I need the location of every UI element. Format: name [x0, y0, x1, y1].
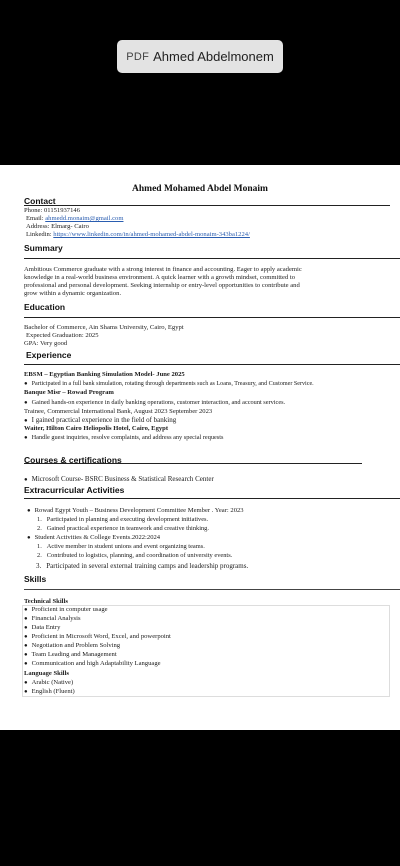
- extracurricular-student-item: 3. Participated in several external training camps and leadership programs.: [36, 562, 249, 570]
- technical-skill-item: ● Data Entry: [24, 624, 61, 631]
- language-skills-heading: Language Skills: [24, 670, 69, 677]
- technical-skill-item: ● Communication and high Adaptability Language: [24, 660, 161, 667]
- skills-heading: Skills: [24, 574, 47, 584]
- experience-cib-bullet: ● I gained practical experience in the field of banking: [24, 416, 177, 424]
- courses-divider: [24, 463, 362, 464]
- summary-line: professional and personal development. Seeking internship or entry-level opportunities to contribute and: [24, 282, 300, 289]
- contact-linkedin-link[interactable]: https://www.linkedin.com/in/ahmed-mohamed-abdel-monaim-343ba1224/: [53, 231, 250, 238]
- contact-email-label: Email:: [26, 215, 44, 222]
- education-heading: Education: [24, 302, 66, 312]
- technical-skill-item: ● Proficient in computer usage: [24, 606, 108, 613]
- education-graduation: Expected Graduation: 2025: [26, 332, 99, 339]
- resume-page: [0, 165, 400, 730]
- education-divider: [24, 317, 400, 318]
- technical-skill-item: ● Negotiation and Problem Solving: [24, 642, 121, 649]
- extracurricular-heading: Extracurricular Activities: [24, 485, 125, 495]
- extracurricular-divider: [24, 498, 400, 499]
- pdf-badge: PDF: [126, 50, 150, 63]
- experience-ebsm-title: EBSM – Egyptian Banking Simulation Model- June 2025: [24, 371, 185, 378]
- summary-heading: Summary: [24, 243, 63, 253]
- summary-line: grow within a dynamic organization.: [24, 290, 122, 297]
- courses-item: ● Microsoft Course- BSRC Business & Statistical Research Center: [24, 475, 214, 483]
- resume-name: Ahmed Mohamed Abdel Monaim: [132, 184, 268, 194]
- document-title-chip[interactable]: [117, 40, 283, 73]
- extracurricular-rowad: ● Rowad Egypt Youth – Business Development Committee Member . Year: 2023: [27, 507, 244, 514]
- experience-misr-bullet: ● Gained hands-on experience in daily banking operations, customer interaction, and account services.: [24, 399, 286, 406]
- experience-misr-title: Banque Misr – Rowad Program: [24, 389, 114, 396]
- experience-hilton-title: Waiter, Hilton Cairo Heliopolis Hotel, Cairo, Egypt: [24, 425, 169, 432]
- contact-divider: [24, 205, 390, 206]
- experience-heading: Experience: [26, 350, 72, 360]
- extracurricular-student-item: 1. Active member in student unions and event organizing teams.: [37, 543, 205, 550]
- contact-linkedin-label: Linkedin:: [26, 231, 52, 238]
- experience-hilton-bullet: ● Handle guest inquiries, resolve complaints, and address any special requests: [24, 434, 224, 441]
- experience-cib-line: Trainee, Commercial International Bank, August 2023 September 2023: [24, 408, 213, 415]
- extracurricular-rowad-item: 1. Participated in planning and executing development initiatives.: [37, 516, 209, 523]
- skills-divider: [24, 589, 400, 590]
- education-gpa: GPA: Very good: [24, 340, 68, 347]
- contact-heading: Contact: [24, 196, 56, 206]
- contact-phone: Phone: 01151937146: [24, 207, 80, 214]
- language-item: ● English (Fluent): [24, 688, 75, 695]
- courses-heading: Courses & certifications: [24, 455, 122, 465]
- technical-skills-heading: Technical Skills: [24, 598, 68, 605]
- viewer-top-bar: [0, 0, 400, 165]
- extracurricular-student: ● Student Activities & College Events.2022:2024: [27, 534, 161, 541]
- contact-email-link[interactable]: ahmedd.monaim@gmail.com: [45, 215, 124, 222]
- contact-email-row: [26, 215, 123, 223]
- summary-divider: [24, 258, 400, 259]
- technical-skill-item: ● Proficient in Microsoft Word, Excel, and powerpoint: [24, 633, 171, 640]
- contact-linkedin-row: [26, 231, 250, 239]
- technical-skill-item: ● Financial Analysis: [24, 615, 81, 622]
- technical-skill-item: ● Team Leading and Management: [24, 651, 117, 658]
- extracurricular-rowad-item: 2. Gained practical experience in teamwork and creative thinking.: [37, 525, 209, 532]
- document-name: Ahmed Abdelmonem: [153, 49, 274, 64]
- summary-line: Ambitious Commerce graduate with a strong interest in finance and accounting. Eager to apply academic: [24, 266, 302, 273]
- viewer-bottom-bar: [0, 730, 400, 866]
- education-degree: Bachelor of Commerce, Ain Shams University, Cairo, Egypt: [24, 324, 184, 331]
- experience-divider: [24, 364, 400, 365]
- extracurricular-student-item: 2. Contributed to logistics, planning, and coordination of university events.: [37, 552, 233, 559]
- contact-address: Address: Elmarg- Cairo: [26, 223, 89, 230]
- experience-ebsm-bullet: ● Participated in a full bank simulation, rotating through departments such as Loans, Treasury, and Customer Service.: [24, 381, 314, 387]
- language-item: ● Arabic (Native): [24, 679, 74, 686]
- summary-line: knowledge in a real-world business environment. A quick learner with a growth mindset, committed to: [24, 274, 296, 281]
